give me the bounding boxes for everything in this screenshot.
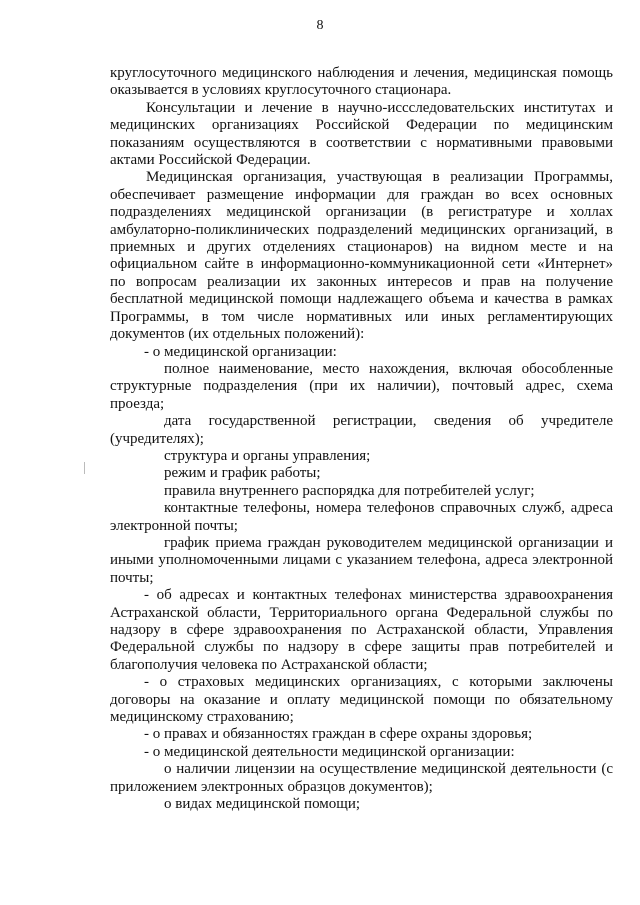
list-subitem: контактные телефоны, номера телефонов справочных служб, адреса электронной почты; xyxy=(110,500,613,534)
list-item: - о медицинской организации: xyxy=(144,343,337,360)
list-subitem: правила внутреннего распорядка для потребителей услуг; xyxy=(164,482,535,499)
list-subitem: дата государственной регистрации, сведения об учредителе (учредителях); xyxy=(110,413,613,447)
list-item: - о страховых медицинских организациях, с которыми заключены договоры на оказание и оплату медицинской помощи по обязательному медицинскому страхованию; xyxy=(110,674,613,726)
document-body xyxy=(110,65,613,813)
paragraph: круглосуточного медицинского наблюдения и лечения, медицинская помощь оказывается в условиях круглосуточного стационара. xyxy=(110,65,613,99)
margin-mark xyxy=(84,462,85,474)
list-subitem: режим и график работы; xyxy=(164,465,321,482)
list-subitem: структура и органы управления; xyxy=(164,447,371,464)
list-subitem: график приема граждан руководителем медицинской организации и иными уполномоченными лицами с указанием телефона, адреса электронной почты; xyxy=(110,534,613,586)
list-subitem: полное наименование, место нахождения, включая обособленные структурные подразделения (при их наличии), почтовый адрес, схема проезда; xyxy=(110,360,613,412)
paragraph: Консультации и лечение в научно-иссследовательских институтах и медицинских организациях Российской Федерации по медицинским показаниям осуществляются в соответствии с нормативными правовыми актами Российской Федерации. xyxy=(110,99,613,169)
list-item: - о медицинской деятельности медицинской организации: xyxy=(144,743,515,760)
paragraph: Медицинская организация, участвующая в реализации Программы, обеспечивает размещение информации для граждан во всех основных подразделениях медицинской организации (в регистратуре и холлах амбулаторно-поликлинических подразделений медицинских организаций, в приемных и других отделениях стационаров) на видном месте и на официальном сайте в информационно-коммуникационной сети «Интернет» по вопросам реализации их законных интересов и прав на получение бесплатной медицинской помощи надлежащего объема и качества в рамках Программы, в том числе нормативных или иных регламентирующих документов (их отдельных положений): xyxy=(110,169,613,343)
list-item: - о правах и обязанностях граждан в сфере охраны здоровья; xyxy=(144,726,533,743)
list-item: - об адресах и контактных телефонах министерства здравоохранения Астраханской области, Территориального органа Федеральной службы по надзору в сфере здравоохранения по Астраханской области, Управления Федеральной службы по надзору в сфере защиты прав потребителей и благополучия человека по Астраханской области; xyxy=(110,587,613,673)
list-subitem: о наличии лицензии на осуществление медицинской деятельности (с приложением электронных образцов документов); xyxy=(110,761,613,795)
page-number: 8 xyxy=(316,18,324,33)
list-subitem: о видах медицинской помощи; xyxy=(164,796,361,813)
